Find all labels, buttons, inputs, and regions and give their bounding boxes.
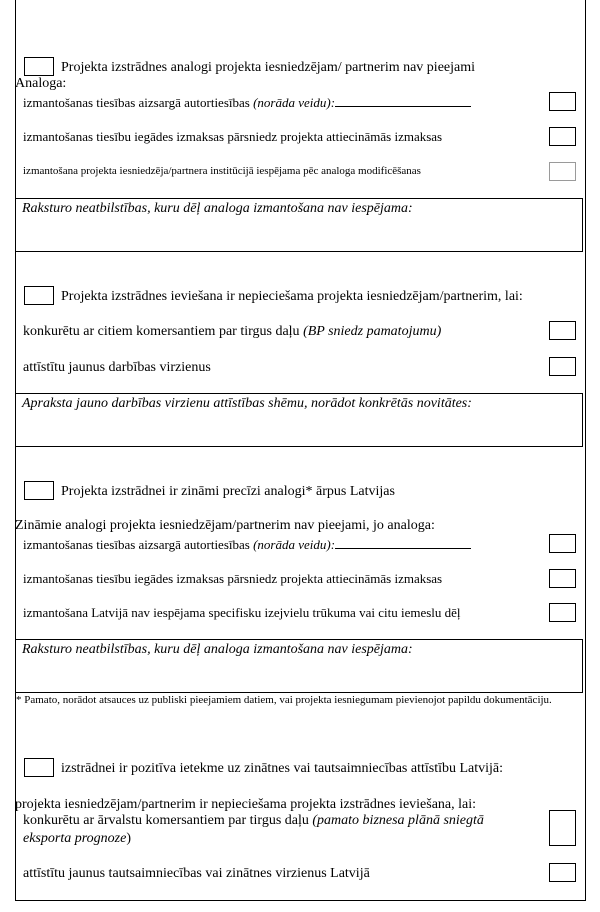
section4-item1 [23, 813, 484, 829]
section4-item2-checkbox[interactable] [549, 863, 576, 882]
section1-item1-fill-line[interactable] [335, 94, 471, 107]
section1-item3: izmantošana projekta iesniedzēja/partnera institūcijā iespējama pēc analoga modificēšanas [23, 165, 421, 177]
section4-checkbox-label: izstrādnei ir pozitīva ietekme uz zinātnes vai tautsaimniecības attīstību Latvijā: [61, 761, 504, 776]
section3-item1-fill-line[interactable] [335, 536, 471, 549]
section1-item2-checkbox[interactable] [549, 127, 576, 146]
section4-item1-cont [23, 831, 131, 847]
section3-item1-note: (norāda veidu): [253, 537, 336, 552]
section4-item2: attīstītu jaunus tautsaimniecības vai zinātnes virzienus Latvijā [23, 866, 370, 881]
section3-item2-checkbox[interactable] [549, 569, 576, 588]
section3-item1-text: izmantošanas tiesības aizsargā autortiesības [23, 537, 250, 552]
section4-lead: projekta iesniedzējam/partnerim ir nepieciešama projekta izstrādnes ieviešana, lai: [15, 797, 477, 812]
section4-checkbox[interactable] [24, 758, 54, 777]
section2-item1 [23, 324, 441, 340]
section2-checkbox-label: Projekta izstrādnes ieviešana ir nepieciešama projekta iesniedzējam/partnerim, lai: [61, 289, 523, 304]
section3-text-box[interactable] [15, 639, 583, 693]
section1-item1-note: (norāda veidu): [253, 95, 336, 110]
section4-item1-note-line2: eksporta prognoze [23, 831, 127, 846]
section4-item1-checkbox[interactable] [549, 810, 576, 846]
section1-item1-checkbox[interactable] [549, 92, 576, 111]
section1-box-label: Raksturo neatbilstības, kuru dēļ analoga izmantošana nav iespējama: [22, 201, 413, 216]
section2-item1-checkbox[interactable] [549, 321, 576, 340]
section1-lead: Analoga: [15, 76, 67, 91]
section1-checkbox-label: Projekta izstrādnes analogi projekta iesniedzējam/ partnerim nav pieejami [61, 60, 476, 75]
section1-checkbox[interactable] [24, 57, 54, 76]
section2-item1-text: konkurētu ar citiem komersantiem par tirgus daļu [23, 324, 300, 339]
section1-item3-checkbox[interactable] [549, 162, 576, 181]
section2-item2: attīstītu jaunus darbības virzienus [23, 360, 211, 375]
section1-item1-text: izmantošanas tiesības aizsargā autortiesības [23, 95, 250, 110]
section4-item1-text: konkurētu ar ārvalstu komersantiem par tirgus daļu [23, 813, 309, 828]
section4-item1-note-line1: (pamato biznesa plānā sniegtā [312, 813, 484, 828]
section1-item1 [23, 94, 471, 110]
section2-item2-checkbox[interactable] [549, 357, 576, 376]
section1-item2: izmantošanas tiesību iegādes izmaksas pārsniedz projekta attiecināmās izmaksas [23, 129, 443, 144]
section3-checkbox[interactable] [24, 481, 54, 500]
section3-lead: Zināmie analogi projekta iesniedzējam/partnerim nav pieejami, jo analoga: [15, 518, 435, 533]
section3-item3-checkbox[interactable] [549, 603, 576, 622]
section2-text-box[interactable] [15, 393, 583, 447]
section3-footnote: * Pamato, norādot atsauces uz publiski pieejamiem datiem, vai projekta iesniegumam pievienojot papildu dokumentāciju. [16, 694, 552, 706]
section2-checkbox[interactable] [24, 286, 54, 305]
section3-item3: izmantošana Latvijā nav iespējama specifisku izejvielu trūkuma vai citu iemeslu dēļ [23, 605, 461, 620]
section3-item2: izmantošanas tiesību iegādes izmaksas pārsniedz projekta attiecināmās izmaksas [23, 571, 443, 586]
section3-item1-checkbox[interactable] [549, 534, 576, 553]
section3-checkbox-label: Projekta izstrādnei ir zināmi precīzi analogi* ārpus Latvijas [61, 484, 395, 499]
section3-box-label: Raksturo neatbilstības, kuru dēļ analoga izmantošana nav iespējama: [22, 642, 413, 657]
section2-box-label: Apraksta jauno darbības virzienu attīstības shēmu, norādot konkrētās novitātes: [22, 396, 472, 411]
section1-text-box[interactable] [15, 198, 583, 252]
section2-item1-note: (BP sniedz pamatojumu) [303, 324, 442, 339]
section3-item1 [23, 536, 471, 552]
section4-item1-tail: ) [126, 831, 131, 846]
